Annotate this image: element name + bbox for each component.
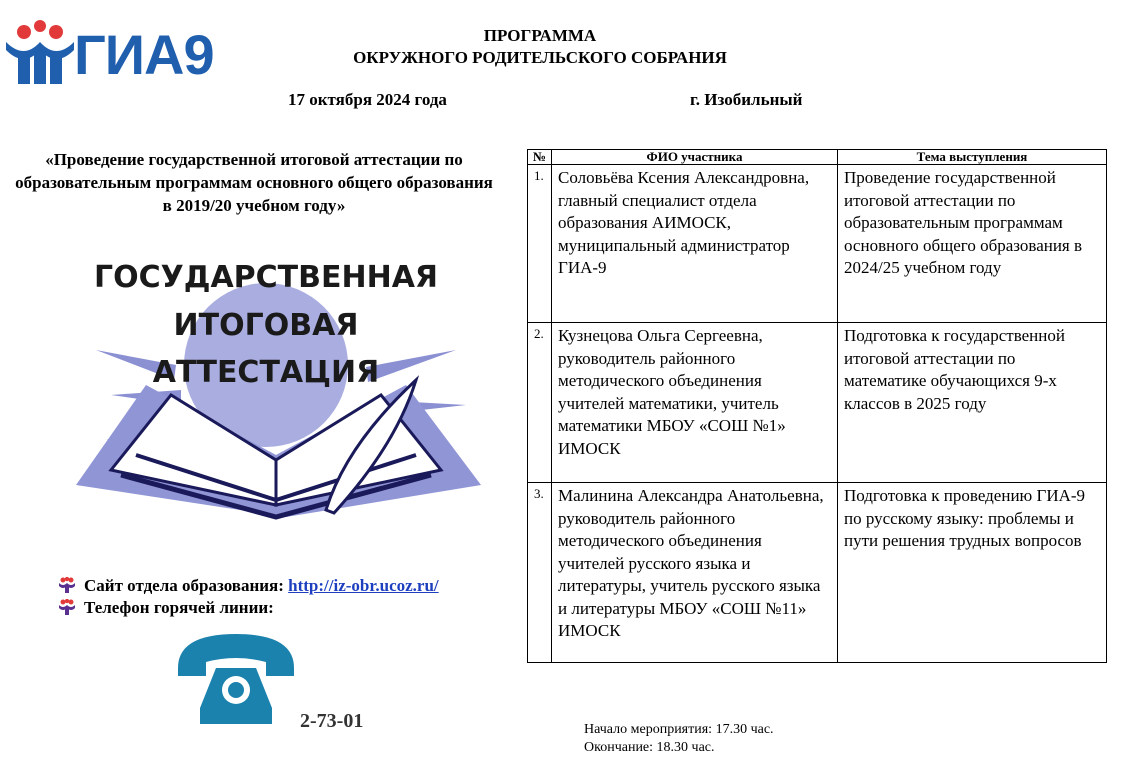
illus-line1: ГОСУДАРСТВЕННАЯ [93,260,439,295]
logo-text: ГИА9 [74,23,214,86]
row-fio: Соловьёва Ксения Александровна, главный специалист отдела образования АИМОСК, муниципальный администратор ГИА-9 [552,165,838,323]
row-number: 3. [528,483,552,663]
site-label: Сайт отдела образования: [84,576,284,595]
program-subtitle: ОКРУЖНОГО РОДИТЕЛЬСКОГО СОБРАНИЯ [353,48,727,67]
illus-line2: ИТОГОВАЯ [173,308,359,343]
program-table [527,149,1107,663]
table-row [528,165,1107,323]
row-topic: Подготовка к государственной итоговой аттестации по математике обучающихся 9-х классов в 2025 году [838,323,1107,483]
header-fio: ФИО участника [552,150,838,165]
exam-illustration [76,255,486,545]
gia-bullet-icon [58,599,76,615]
meeting-theme: «Проведение государственной итоговой аттестации по образовательным программам основного общего образования в 2019/20 учебном году» [15,150,493,215]
row-topic: Проведение государственной итоговой аттестации по образовательным программам основного общего образования в 2024/25 учебном году [838,165,1107,323]
telephone-icon [174,628,298,728]
row-fio: Малинина Александра Анатольевна, руководитель районного методического объединения учителей русского языка и литературы, учитель русского языка и литературы МБОУ «СОШ №11» ИМОСК [552,483,838,663]
header-topic: Тема выступления [838,150,1107,165]
row-fio: Кузнецова Ольга Сергеевна, руководитель районного методического объединения учителей математики, учитель математики МБОУ «СОШ №1» ИМОСК [552,323,838,483]
table-row [528,323,1107,483]
header-number: № [528,150,552,165]
illus-line3: АТТЕСТАЦИЯ [152,355,380,390]
row-topic: Подготовка к проведению ГИА-9 по русскому языку: проблемы и пути решения трудных вопросов [838,483,1107,663]
hotline-label: Телефон горячей линии: [84,598,274,617]
row-number: 1. [528,165,552,323]
gia-bullet-icon [58,577,76,593]
table-row [528,483,1107,663]
table-header-row [528,150,1107,165]
site-link[interactable]: http://iz-obr.ucoz.ru/ [288,576,439,595]
event-city: г. Изобильный [690,90,803,109]
event-date: 17 октября 2024 года [288,90,447,109]
hotline-info [58,597,274,619]
hotline-number: 2-73-01 [300,710,364,732]
row-number: 2. [528,323,552,483]
program-title: ПРОГРАММА [483,26,597,45]
site-info [58,575,439,597]
event-end: Окончание: 18.30 час. [584,740,715,755]
event-start: Начало мероприятия: 17.30 час. [584,722,774,737]
